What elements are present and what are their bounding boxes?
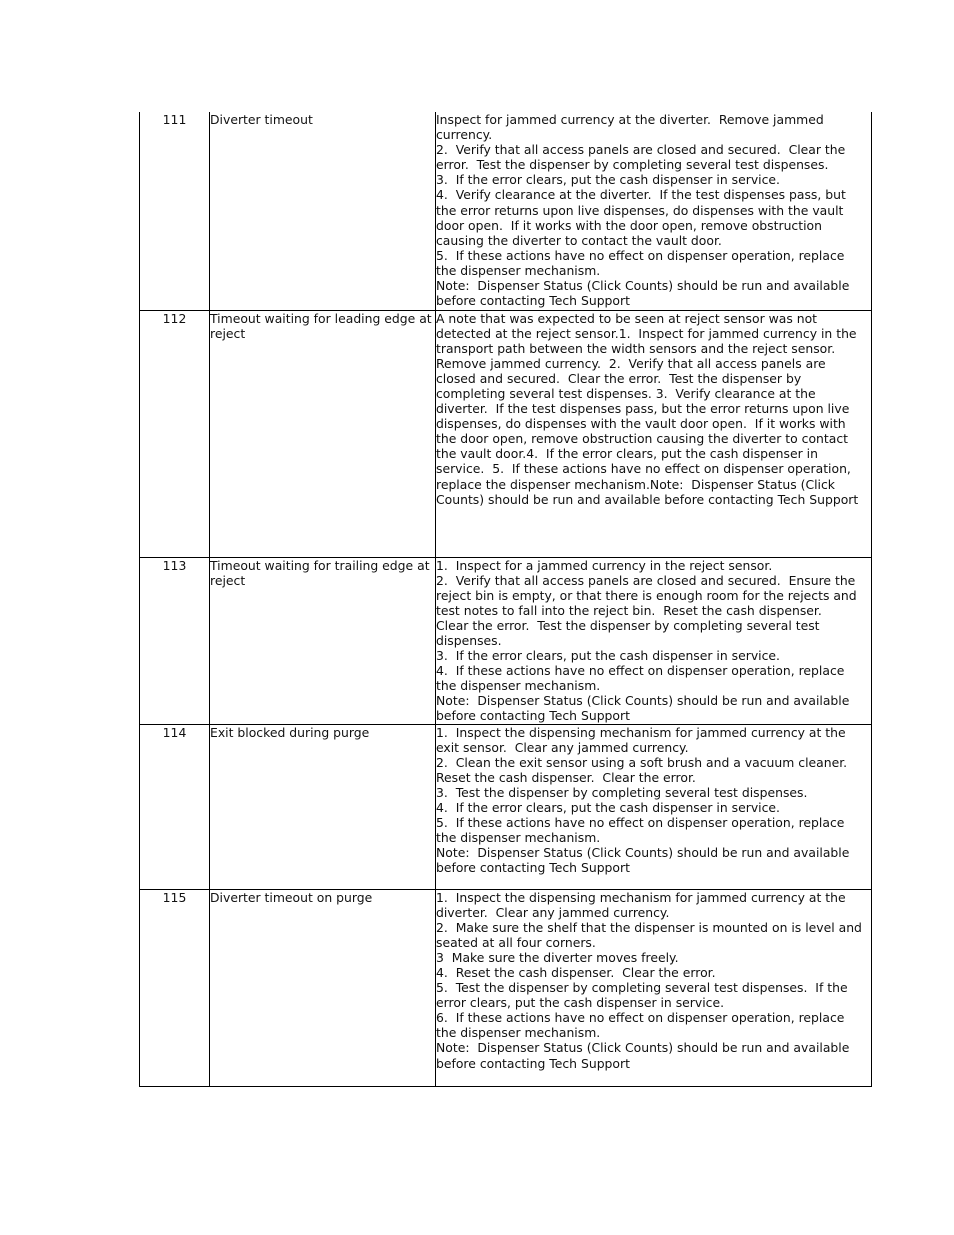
action-line: completing several test dispenses. 3. Verify clearance at the xyxy=(436,385,816,401)
error-code-cell: 115 xyxy=(140,889,210,1086)
action-line: 2. Verify that all access panels are closed and secured. Clear the xyxy=(436,142,846,158)
table-row xyxy=(140,310,872,557)
action-line: door open. If it works with the door open, remove obstruction xyxy=(436,217,822,233)
action-line: the door open, remove obstruction causing the diverter to contact xyxy=(436,431,849,447)
action-line: 1. Inspect for a jammed currency in the reject sensor. xyxy=(436,557,773,573)
action-line: detected at the reject sensor.1. Inspect for jammed currency in the xyxy=(436,325,857,341)
action-line: Inspect for jammed currency at the diverter. Remove jammed xyxy=(436,112,824,127)
table-row xyxy=(140,557,872,724)
action-line: diverter. Clear any jammed currency. xyxy=(436,904,670,920)
table-row xyxy=(140,112,872,310)
action-line: test notes to fall into the reject bin. Reset the cash dispenser. xyxy=(436,602,822,618)
action-line: error. Test the dispenser by completing several test dispenses. xyxy=(436,157,829,173)
action-line: Counts) should be run and available before contacting Tech Support xyxy=(436,491,859,507)
action-line: transport path between the width sensors and the reject sensor. xyxy=(436,340,836,356)
error-description-cell: Timeout waiting for leading edge at reject xyxy=(210,310,436,557)
action-line: Note: Dispenser Status (Click Counts) should be run and available xyxy=(436,845,850,861)
action-line: the error returns upon live dispenses, do dispenses with the vault xyxy=(436,202,844,218)
action-line: 3 Make sure the diverter moves freely. xyxy=(436,949,679,965)
corrective-action-cell xyxy=(436,889,872,1086)
action-line: 6. If these actions have no effect on dispenser operation, replace xyxy=(436,1010,845,1026)
error-description-cell: Timeout waiting for trailing edge at reject xyxy=(210,557,436,724)
error-code-table-body xyxy=(140,112,872,1086)
action-line: reject bin is empty, or that there is enough room for the rejects and xyxy=(436,587,857,603)
action-line: 5. Test the dispenser by completing several test dispenses. If the xyxy=(436,980,848,996)
action-line: 2. Verify that all access panels are closed and secured. Ensure the xyxy=(436,572,856,588)
action-line: 3. Test the dispenser by completing several test dispenses. xyxy=(436,784,808,800)
action-line: closed and secured. Clear the error. Test the dispenser by xyxy=(436,370,802,386)
action-line: 4. If the error clears, put the cash dispenser in service. xyxy=(436,800,780,815)
error-code-table xyxy=(139,112,872,1087)
action-line: replace the dispenser mechanism.Note: Dispenser Status (Click xyxy=(436,476,835,492)
action-line: Clear the error. Test the dispenser by completing several test xyxy=(436,617,820,633)
error-code-cell: 112 xyxy=(140,310,210,557)
action-line: currency. xyxy=(436,127,493,143)
corrective-action-cell xyxy=(436,310,872,557)
action-line: 3. If the error clears, put the cash dispenser in service. xyxy=(436,648,780,664)
action-line: 4. Verify clearance at the diverter. If the test dispenses pass, but xyxy=(436,187,846,203)
error-code-cell: 114 xyxy=(140,724,210,889)
action-line: 3. If the error clears, put the cash dispenser in service. xyxy=(436,172,780,188)
action-line: 5. If these actions have no effect on dispenser operation, replace xyxy=(436,247,845,263)
action-line: Note: Dispenser Status (Click Counts) should be run and available xyxy=(436,278,850,294)
table-row xyxy=(140,724,872,889)
action-line: 2. Clean the exit sensor using a soft brush and a vacuum cleaner. xyxy=(436,754,848,770)
action-line: 4. If these actions have no effect on dispenser operation, replace xyxy=(436,663,845,679)
action-line: causing the diverter to contact the vault door. xyxy=(436,232,722,248)
action-line: dispenses. xyxy=(436,632,502,648)
error-code-cell: 113 xyxy=(140,557,210,724)
action-line: before contacting Tech Support xyxy=(436,293,630,309)
action-line: the dispenser mechanism. xyxy=(436,1025,601,1041)
action-line: 2. Make sure the shelf that the dispenser is mounted on is level and xyxy=(436,919,862,935)
action-line: before contacting Tech Support xyxy=(436,1055,630,1071)
error-description-cell: Exit blocked during purge xyxy=(210,724,436,889)
action-line: service. 5. If these actions have no effect on dispenser operation, xyxy=(436,461,851,477)
action-line: error clears, put the cash dispenser in service. xyxy=(436,995,725,1011)
table-row xyxy=(140,889,872,1086)
action-line: 5. If these actions have no effect on dispenser operation, replace xyxy=(436,815,845,831)
action-line: Note: Dispenser Status (Click Counts) should be run and available xyxy=(436,1040,850,1056)
error-description-cell: Diverter timeout xyxy=(210,112,436,310)
action-line: diverter. If the test dispenses pass, but the error returns upon live xyxy=(436,401,850,417)
action-line: exit sensor. Clear any jammed currency. xyxy=(436,739,689,755)
action-line: the dispenser mechanism. xyxy=(436,830,601,846)
action-line: before contacting Tech Support xyxy=(436,860,630,876)
action-line: the vault door.4. If the error clears, put the cash dispenser in xyxy=(436,446,818,462)
corrective-action-cell xyxy=(436,557,872,724)
action-line: Reset the cash dispenser. Clear the error. xyxy=(436,769,696,785)
action-line: the dispenser mechanism. xyxy=(436,262,601,278)
action-line: Note: Dispenser Status (Click Counts) should be run and available xyxy=(436,693,850,709)
action-line: dispenses, do dispenses with the vault door open. If it works with xyxy=(436,416,846,432)
action-line: the dispenser mechanism. xyxy=(436,678,601,694)
action-line: A note that was expected to be seen at reject sensor was not xyxy=(436,310,818,326)
action-line: before contacting Tech Support xyxy=(436,708,630,724)
corrective-action-cell xyxy=(436,724,872,889)
action-line: 4. Reset the cash dispenser. Clear the error. xyxy=(436,965,716,980)
action-line: 1. Inspect the dispensing mechanism for jammed currency at the xyxy=(436,724,846,740)
corrective-action-cell xyxy=(436,112,872,310)
action-line: 1. Inspect the dispensing mechanism for jammed currency at the xyxy=(436,889,846,905)
error-code-cell: 111 xyxy=(140,112,210,310)
error-description-cell: Diverter timeout on purge xyxy=(210,889,436,1086)
action-line: Remove jammed currency. 2. Verify that all access panels are xyxy=(436,355,826,371)
action-line: seated at all four corners. xyxy=(436,934,596,950)
